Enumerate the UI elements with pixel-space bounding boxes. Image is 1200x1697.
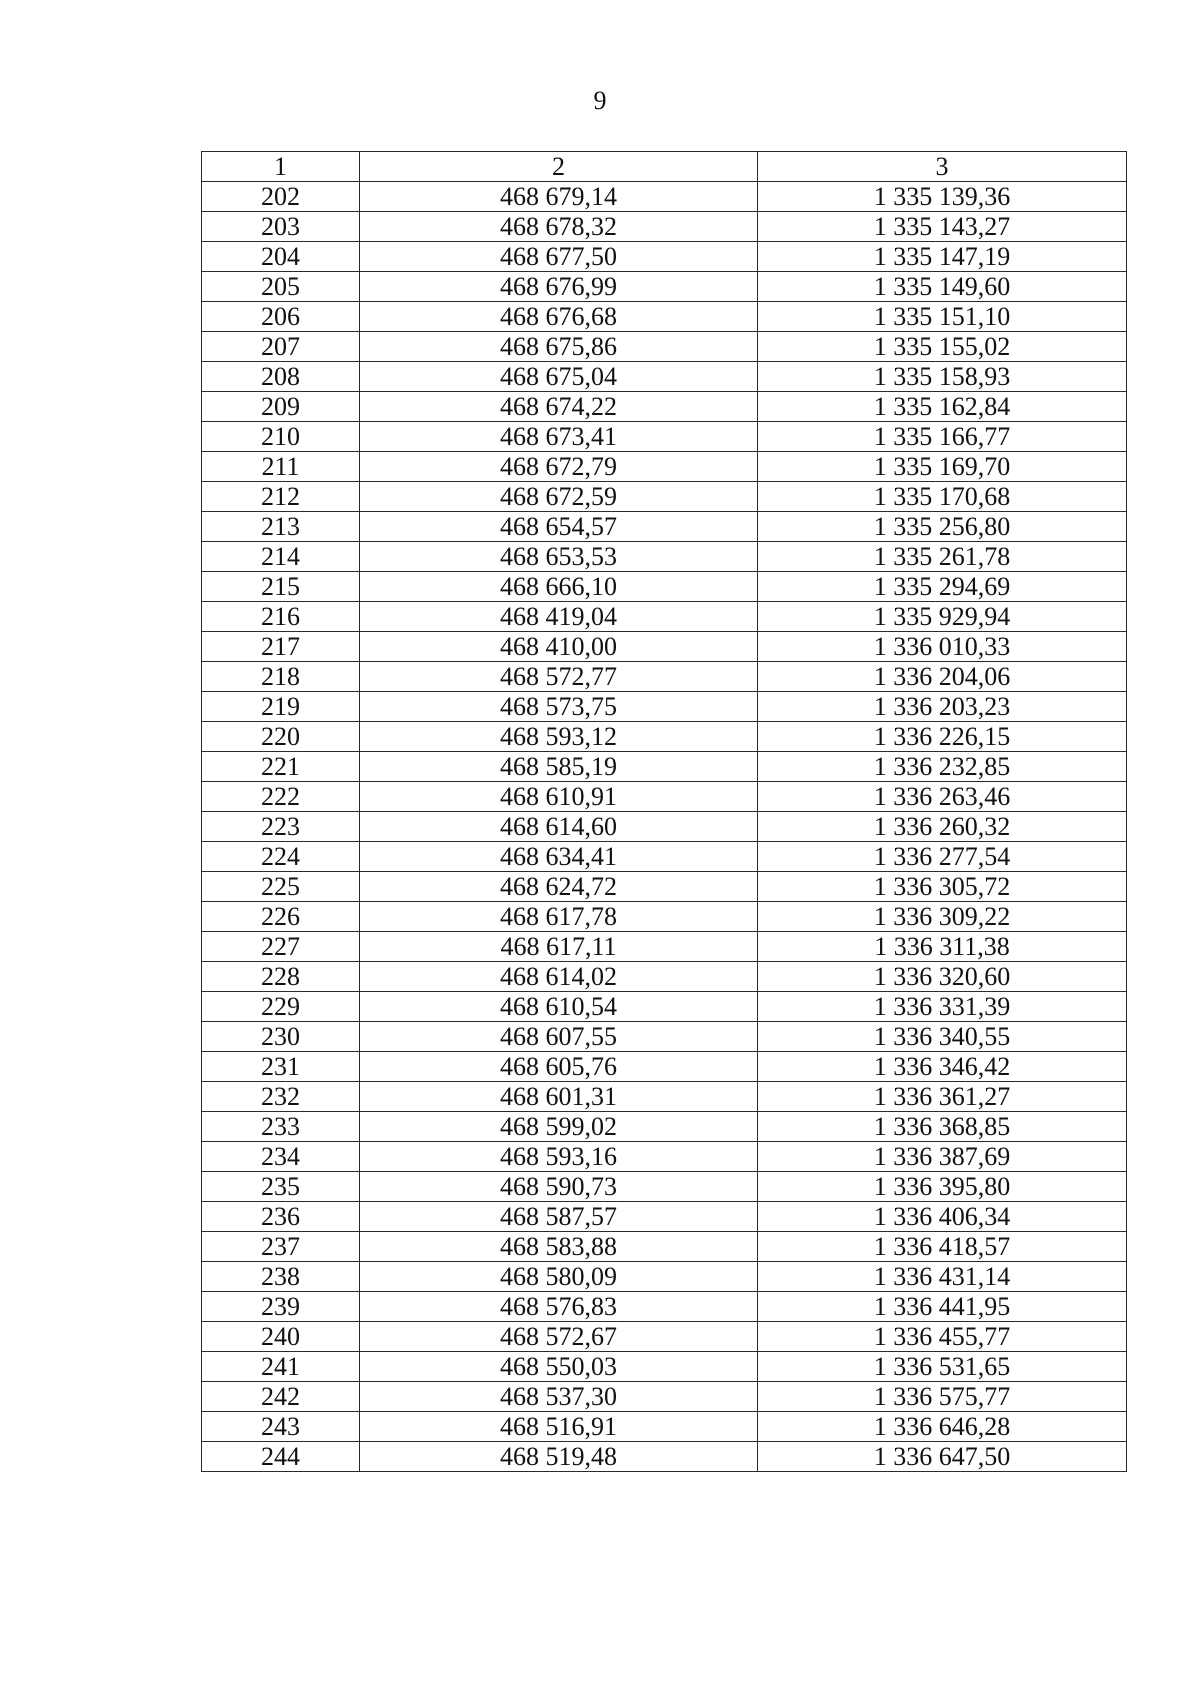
- cell-x-coordinate: 468 672,59: [360, 482, 758, 512]
- cell-point-number: 209: [202, 392, 360, 422]
- page-number: 9: [593, 86, 607, 115]
- table-row: [202, 1142, 1127, 1172]
- cell-y-coordinate: 1 335 147,19: [758, 242, 1127, 272]
- table-row: [202, 1082, 1127, 1112]
- cell-y-coordinate: 1 335 169,70: [758, 452, 1127, 482]
- cell-point-number: 205: [202, 272, 360, 302]
- cell-point-number: 242: [202, 1382, 360, 1412]
- cell-y-coordinate: 1 336 260,32: [758, 812, 1127, 842]
- table-row: [202, 332, 1127, 362]
- cell-x-coordinate: 468 672,79: [360, 452, 758, 482]
- cell-y-coordinate: 1 336 010,33: [758, 632, 1127, 662]
- cell-y-coordinate: 1 336 575,77: [758, 1382, 1127, 1412]
- cell-y-coordinate: 1 335 158,93: [758, 362, 1127, 392]
- header-cell-x: 2: [360, 152, 758, 182]
- cell-point-number: 244: [202, 1442, 360, 1472]
- cell-x-coordinate: 468 674,22: [360, 392, 758, 422]
- cell-x-coordinate: 468 676,68: [360, 302, 758, 332]
- cell-y-coordinate: 1 335 155,02: [758, 332, 1127, 362]
- cell-point-number: 222: [202, 782, 360, 812]
- cell-y-coordinate: 1 335 143,27: [758, 212, 1127, 242]
- cell-y-coordinate: 1 336 203,23: [758, 692, 1127, 722]
- coordinates-table-body: [202, 152, 1127, 1472]
- cell-y-coordinate: 1 335 149,60: [758, 272, 1127, 302]
- cell-x-coordinate: 468 572,77: [360, 662, 758, 692]
- cell-y-coordinate: 1 336 418,57: [758, 1232, 1127, 1262]
- table-row: [202, 632, 1127, 662]
- table-row: [202, 1052, 1127, 1082]
- cell-point-number: 203: [202, 212, 360, 242]
- table-row: [202, 872, 1127, 902]
- coordinates-table: [201, 151, 1127, 1472]
- cell-point-number: 234: [202, 1142, 360, 1172]
- cell-x-coordinate: 468 676,99: [360, 272, 758, 302]
- cell-y-coordinate: 1 336 647,50: [758, 1442, 1127, 1472]
- cell-y-coordinate: 1 335 261,78: [758, 542, 1127, 572]
- table-row: [202, 782, 1127, 812]
- cell-y-coordinate: 1 335 151,10: [758, 302, 1127, 332]
- cell-point-number: 223: [202, 812, 360, 842]
- cell-x-coordinate: 468 654,57: [360, 512, 758, 542]
- table-row: [202, 452, 1127, 482]
- cell-point-number: 218: [202, 662, 360, 692]
- cell-point-number: 216: [202, 602, 360, 632]
- table-row: [202, 1292, 1127, 1322]
- cell-y-coordinate: 1 336 320,60: [758, 962, 1127, 992]
- cell-point-number: 233: [202, 1112, 360, 1142]
- cell-x-coordinate: 468 593,16: [360, 1142, 758, 1172]
- table-row: [202, 842, 1127, 872]
- cell-x-coordinate: 468 537,30: [360, 1382, 758, 1412]
- cell-y-coordinate: 1 336 204,06: [758, 662, 1127, 692]
- cell-point-number: 236: [202, 1202, 360, 1232]
- cell-x-coordinate: 468 605,76: [360, 1052, 758, 1082]
- table-row: [202, 272, 1127, 302]
- cell-point-number: 228: [202, 962, 360, 992]
- cell-y-coordinate: 1 335 929,94: [758, 602, 1127, 632]
- cell-y-coordinate: 1 335 256,80: [758, 512, 1127, 542]
- cell-x-coordinate: 468 580,09: [360, 1262, 758, 1292]
- cell-x-coordinate: 468 516,91: [360, 1412, 758, 1442]
- cell-x-coordinate: 468 576,83: [360, 1292, 758, 1322]
- table-row: [202, 932, 1127, 962]
- cell-y-coordinate: 1 336 431,14: [758, 1262, 1127, 1292]
- table-row: [202, 242, 1127, 272]
- table-row: [202, 512, 1127, 542]
- header-cell-point: 1: [202, 152, 360, 182]
- cell-point-number: 230: [202, 1022, 360, 1052]
- cell-point-number: 231: [202, 1052, 360, 1082]
- table-row: [202, 662, 1127, 692]
- cell-y-coordinate: 1 336 406,34: [758, 1202, 1127, 1232]
- cell-point-number: 240: [202, 1322, 360, 1352]
- table-row: [202, 902, 1127, 932]
- table-row: [202, 1442, 1127, 1472]
- cell-point-number: 214: [202, 542, 360, 572]
- cell-y-coordinate: 1 336 455,77: [758, 1322, 1127, 1352]
- cell-y-coordinate: 1 335 139,36: [758, 182, 1127, 212]
- cell-y-coordinate: 1 336 646,28: [758, 1412, 1127, 1442]
- cell-x-coordinate: 468 653,53: [360, 542, 758, 572]
- cell-x-coordinate: 468 587,57: [360, 1202, 758, 1232]
- cell-x-coordinate: 468 614,60: [360, 812, 758, 842]
- cell-x-coordinate: 468 599,02: [360, 1112, 758, 1142]
- cell-point-number: 241: [202, 1352, 360, 1382]
- cell-point-number: 213: [202, 512, 360, 542]
- cell-point-number: 235: [202, 1172, 360, 1202]
- table-row: [202, 1322, 1127, 1352]
- cell-y-coordinate: 1 335 162,84: [758, 392, 1127, 422]
- cell-point-number: 210: [202, 422, 360, 452]
- cell-x-coordinate: 468 572,67: [360, 1322, 758, 1352]
- cell-point-number: 237: [202, 1232, 360, 1262]
- cell-point-number: 219: [202, 692, 360, 722]
- header-cell-y: 3: [758, 152, 1127, 182]
- cell-y-coordinate: 1 336 387,69: [758, 1142, 1127, 1172]
- cell-point-number: 212: [202, 482, 360, 512]
- cell-x-coordinate: 468 624,72: [360, 872, 758, 902]
- table-row: [202, 1352, 1127, 1382]
- cell-point-number: 225: [202, 872, 360, 902]
- cell-point-number: 229: [202, 992, 360, 1022]
- cell-x-coordinate: 468 614,02: [360, 962, 758, 992]
- table-header-row: [202, 152, 1127, 182]
- table-row: [202, 602, 1127, 632]
- table-row: [202, 542, 1127, 572]
- cell-x-coordinate: 468 610,91: [360, 782, 758, 812]
- cell-y-coordinate: 1 335 294,69: [758, 572, 1127, 602]
- cell-point-number: 221: [202, 752, 360, 782]
- table-row: [202, 362, 1127, 392]
- table-row: [202, 1382, 1127, 1412]
- cell-x-coordinate: 468 679,14: [360, 182, 758, 212]
- cell-y-coordinate: 1 336 226,15: [758, 722, 1127, 752]
- cell-point-number: 239: [202, 1292, 360, 1322]
- table-row: [202, 1412, 1127, 1442]
- cell-point-number: 220: [202, 722, 360, 752]
- cell-point-number: 238: [202, 1262, 360, 1292]
- table-row: [202, 392, 1127, 422]
- cell-point-number: 224: [202, 842, 360, 872]
- cell-point-number: 206: [202, 302, 360, 332]
- table-row: [202, 1112, 1127, 1142]
- cell-y-coordinate: 1 336 361,27: [758, 1082, 1127, 1112]
- table-row: [202, 692, 1127, 722]
- cell-y-coordinate: 1 336 395,80: [758, 1172, 1127, 1202]
- cell-point-number: 204: [202, 242, 360, 272]
- table-row: [202, 1022, 1127, 1052]
- cell-y-coordinate: 1 336 531,65: [758, 1352, 1127, 1382]
- cell-y-coordinate: 1 335 166,77: [758, 422, 1127, 452]
- cell-x-coordinate: 468 634,41: [360, 842, 758, 872]
- cell-x-coordinate: 468 410,00: [360, 632, 758, 662]
- table-row: [202, 422, 1127, 452]
- cell-x-coordinate: 468 617,78: [360, 902, 758, 932]
- cell-y-coordinate: 1 336 232,85: [758, 752, 1127, 782]
- cell-point-number: 215: [202, 572, 360, 602]
- cell-point-number: 207: [202, 332, 360, 362]
- cell-x-coordinate: 468 583,88: [360, 1232, 758, 1262]
- cell-point-number: 232: [202, 1082, 360, 1112]
- cell-x-coordinate: 468 678,32: [360, 212, 758, 242]
- cell-point-number: 217: [202, 632, 360, 662]
- cell-x-coordinate: 468 585,19: [360, 752, 758, 782]
- cell-y-coordinate: 1 336 340,55: [758, 1022, 1127, 1052]
- cell-x-coordinate: 468 673,41: [360, 422, 758, 452]
- table-row: [202, 572, 1127, 602]
- cell-x-coordinate: 468 590,73: [360, 1172, 758, 1202]
- cell-x-coordinate: 468 675,86: [360, 332, 758, 362]
- table-row: [202, 182, 1127, 212]
- table-row: [202, 722, 1127, 752]
- cell-y-coordinate: 1 336 331,39: [758, 992, 1127, 1022]
- cell-x-coordinate: 468 550,03: [360, 1352, 758, 1382]
- cell-y-coordinate: 1 336 311,38: [758, 932, 1127, 962]
- table-row: [202, 1202, 1127, 1232]
- table-row: [202, 1262, 1127, 1292]
- cell-y-coordinate: 1 336 441,95: [758, 1292, 1127, 1322]
- cell-x-coordinate: 468 519,48: [360, 1442, 758, 1472]
- table-row: [202, 812, 1127, 842]
- cell-x-coordinate: 468 677,50: [360, 242, 758, 272]
- cell-point-number: 226: [202, 902, 360, 932]
- table-row: [202, 212, 1127, 242]
- table-row: [202, 1172, 1127, 1202]
- cell-x-coordinate: 468 617,11: [360, 932, 758, 962]
- cell-y-coordinate: 1 336 368,85: [758, 1112, 1127, 1142]
- cell-x-coordinate: 468 610,54: [360, 992, 758, 1022]
- table-row: [202, 992, 1127, 1022]
- cell-point-number: 243: [202, 1412, 360, 1442]
- cell-y-coordinate: 1 336 305,72: [758, 872, 1127, 902]
- cell-x-coordinate: 468 607,55: [360, 1022, 758, 1052]
- cell-x-coordinate: 468 419,04: [360, 602, 758, 632]
- cell-y-coordinate: 1 336 309,22: [758, 902, 1127, 932]
- cell-point-number: 227: [202, 932, 360, 962]
- cell-point-number: 211: [202, 452, 360, 482]
- cell-y-coordinate: 1 336 263,46: [758, 782, 1127, 812]
- cell-x-coordinate: 468 601,31: [360, 1082, 758, 1112]
- cell-y-coordinate: 1 335 170,68: [758, 482, 1127, 512]
- cell-x-coordinate: 468 593,12: [360, 722, 758, 752]
- cell-point-number: 208: [202, 362, 360, 392]
- cell-y-coordinate: 1 336 277,54: [758, 842, 1127, 872]
- table-row: [202, 752, 1127, 782]
- cell-point-number: 202: [202, 182, 360, 212]
- table-row: [202, 1232, 1127, 1262]
- cell-x-coordinate: 468 675,04: [360, 362, 758, 392]
- table-row: [202, 482, 1127, 512]
- table-row: [202, 302, 1127, 332]
- cell-x-coordinate: 468 666,10: [360, 572, 758, 602]
- table-row: [202, 962, 1127, 992]
- cell-x-coordinate: 468 573,75: [360, 692, 758, 722]
- cell-y-coordinate: 1 336 346,42: [758, 1052, 1127, 1082]
